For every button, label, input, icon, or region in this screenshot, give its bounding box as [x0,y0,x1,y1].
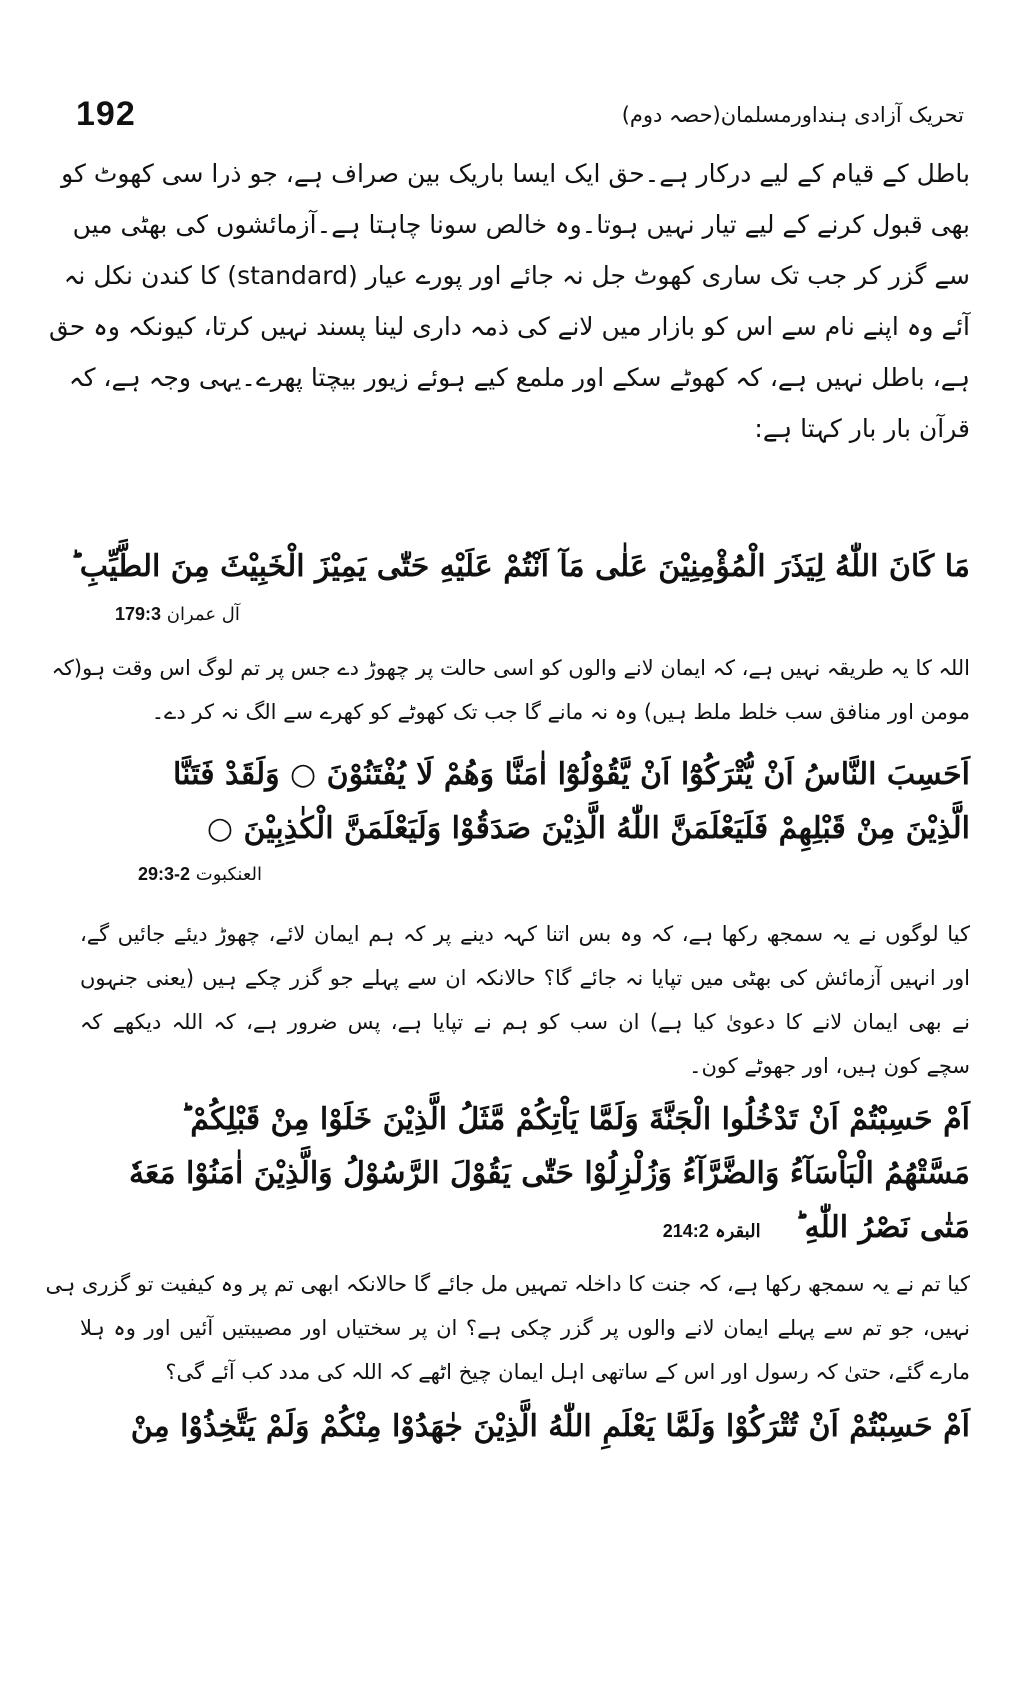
translation-line: کیا لوگوں نے یہ سمجھ رکھا ہے، کہ وہ بس اتنا کہہ دینے پر کہ ہم ایمان لائے، چھوڑ دیئے جائیں گے، [80,922,970,946]
intro-line: قرآن بار بار کہتا ہے: [754,414,970,443]
verse-reference-1 [115,604,240,625]
arabic-verse-fragment: مَتٰى نَصْرُ اللّٰهِ ؕ [795,1210,970,1245]
translation-3 [45,1262,970,1394]
arabic-verse-line: الَّذِيْنَ مِنْ قَبْلِهِمْ فَلَيَعْلَمَنَّ اللّٰهُ الَّذِيْنَ صَدَقُوْا وَلَيَعْلَمَنَّ الْكٰذِبِيْنَ ○ [206,811,970,846]
translation-line: سچے کون ہیں، اور جھوٹے کون۔ [689,1054,970,1078]
intro-line: باطل کے قیام کے لیے درکار ہے۔حق ایک ایسا باریک بین صراف ہے، جو ذرا سی کھوٹ کو [61,159,970,188]
translation-line: اور انہیں آزمائش کی بھٹی میں تپایا نہ جائے گا؟ حالانکہ ان سے پہلے جو گزر چکے ہیں (یعنی جنہوں [80,966,970,990]
reference-surah: العنکبوت [195,864,262,885]
arabic-verse-line: مَا كَانَ اللّٰهُ لِيَذَرَ الْمُؤْمِنِيْنَ عَلٰى مَآ اَنْتُمْ عَلَيْهِ حَتّٰى يَمِيْزَ الْخَبِيْثَ مِنَ الطَّيِّبِ ؕ [70,549,970,584]
quran-verse-2 [80,748,970,856]
translation-line: مومن اور منافق سب خلط ملط ہیں) وہ نہ مانے گا جب تک کھوٹے کو کھرے سے الگ نہ کر دے۔ [151,700,970,724]
intro-line: آئے وہ اپنے نام سے اس کو بازار میں لانے کی ذمہ داری لینا پسند نہیں کرتا، کیونکہ وہ حق [49,312,970,341]
quran-verse-3 [80,1093,970,1255]
reference-surah: البقرہ [715,1221,761,1242]
page-header [70,95,966,135]
intro-line: ہے، باطل نہیں ہے، کہ کھوٹے سکے اور ملمع کیے ہوئے زیور بیچتا پھرے۔یہی وجہ ہے، کہ [68,363,970,392]
reference-number: 214:2 [662,1221,709,1241]
arabic-verse-line: اَمْ حَسِبْتُمْ اَنْ تُتْرَكُوْا وَلَمَّا يَعْلَمِ اللّٰهُ الَّذِيْنَ جٰهَدُوْا مِنْكُمْ وَلَمْ يَتَّخِذُوْا مِنْ [130,1409,970,1444]
arabic-verse-line: اَمْ حَسِبْتُمْ اَنْ تَدْخُلُوا الْجَنَّةَ وَلَمَّا يَاْتِكُمْ مَّثَلُ الَّذِيْنَ خَلَوْا مِنْ قَبْلِكُمْ ؕ [180,1102,970,1137]
translation-line: نے بھی ایمان لانے کا دعویٰ کیا ہے) ان سب کو ہم نے تپایا ہے، پس ضرور ہے، کہ اللہ دیکھے کہ [80,1010,970,1034]
intro-paragraph [49,148,970,454]
verse-reference-3 [663,1221,761,1242]
reference-number: 29:3-2 [138,864,191,884]
reference-number: 179:3 [115,604,162,624]
reference-surah: آل عمران [166,604,240,625]
intro-line: بھی قبول کرنے کے لیے تیار نہیں ہوتا۔وہ خالص سونا چاہتا ہے۔آزمائشوں کی بھٹی میں [72,210,970,239]
arabic-verse-line: مَسَّتْهُمُ الْبَاْسَآءُ وَالضَّرَّآءُ وَزُلْزِلُوْا حَتّٰى يَقُوْلَ الرَّسُوْلُ وَالَّذِيْنَ اٰمَنُوْا مَعَهٗ [128,1156,970,1191]
verse-reference-2 [138,864,262,885]
arabic-verse-line [80,1201,970,1255]
translation-1 [51,646,970,734]
translation-line: اللہ کا یہ طریقہ نہیں ہے، کہ ایمان لانے والوں کو اسی حالت پر چھوڑ دے جس پر تم لوگ اس وقت ہو(کہ [51,656,970,680]
translation-line: مارے گئے، حتیٰ کہ رسول اور اس کے ساتھی اہل ایمان چیخ اٹھے کہ اللہ کی مدد کب آئے گی؟ [165,1360,970,1384]
quran-verse-4 [80,1400,970,1454]
running-title: تحریک آزادی ہنداورمسلمان(حصہ دوم) [621,103,964,127]
arabic-verse-line: اَحَسِبَ النَّاسُ اَنْ يُّتْرَكُوْٓا اَنْ يَّقُوْلُوْٓا اٰمَنَّا وَهُمْ لَا يُفْتَنُوْنَ ○ وَلَقَدْ فَتَنَّا [173,757,970,792]
page-number: 192 [76,95,136,133]
quran-verse-1 [70,540,970,594]
translation-2 [80,912,970,1088]
intro-line: سے گزر کر جب تک ساری کھوٹ جل نہ جائے اور پورے عیار (standard) کا کندن نکل نہ [63,261,970,290]
translation-line: کیا تم نے یہ سمجھ رکھا ہے، کہ جنت کا داخلہ تمہیں مل جائے گا حالانکہ ابھی تم پر وہ کیفیت تو گزری ہی [45,1272,970,1296]
translation-line: نہیں، جو تم سے پہلے ایمان لانے والوں پر گزر چکی ہے؟ ان پر سختیاں اور مصیبتیں آئیں اور وہ ہلا [80,1316,970,1340]
